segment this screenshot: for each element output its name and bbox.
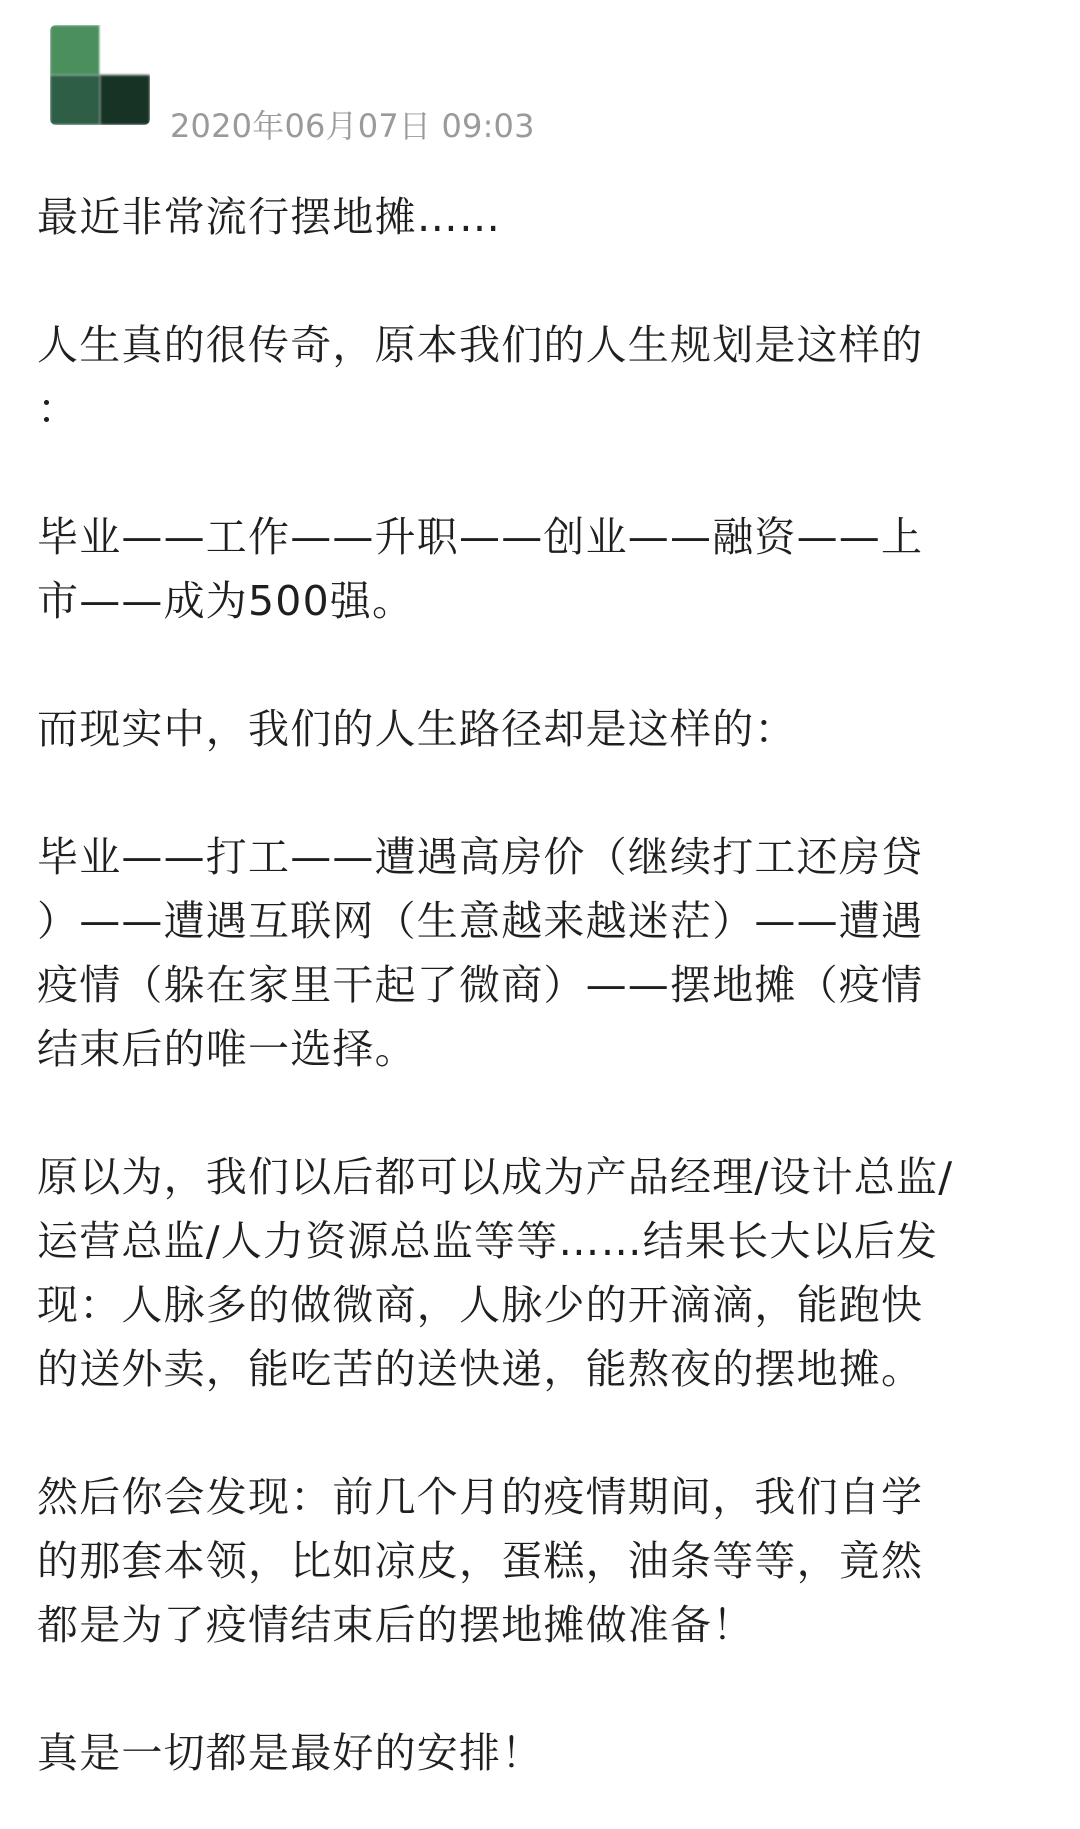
post-body	[37, 185, 1047, 1785]
paragraph: 最近非常流行摆地摊……	[37, 193, 502, 241]
paragraph: 真是一切都是最好的安排！	[37, 1729, 544, 1777]
paragraph: 而现实中，我们的人生路径却是这样的：	[37, 705, 797, 753]
paragraph: 人生真的很传奇，原本我们的人生规划是这样的 ：	[37, 321, 924, 433]
post-timestamp: 2020年06月07日 09:03	[170, 107, 535, 145]
paragraph: 毕业——工作——升职——创业——融资——上 市——成为500强。	[37, 513, 924, 625]
avatar[interactable]	[50, 25, 150, 125]
paragraph: 原以为，我们以后都可以成为产品经理/设计总监/ 运营总监/人力资源总监等等……结果长大以后发 现：人脉多的做微商，人脉少的开滴滴，能跑快 的送外卖，能吃苦的送快递，能熬夜的摆地摊。	[37, 1153, 954, 1393]
post-header	[0, 0, 1080, 150]
avatar-block	[50, 25, 100, 75]
paragraph: 然后你会发现：前几个月的疫情期间，我们自学 的那套本领，比如凉皮，蛋糕，油条等等，竟然 都是为了疫情结束后的摆地摊做准备！	[37, 1473, 924, 1649]
avatar-block	[100, 75, 150, 125]
avatar-block	[50, 75, 100, 125]
avatar-block	[100, 25, 150, 75]
paragraph: 毕业——打工——遭遇高房价（继续打工还房贷 ）——遭遇互联网（生意越来越迷茫）——遭遇 疫情（躲在家里干起了微商）——摆地摊（疫情 结束后的唯一选择。	[37, 833, 924, 1073]
